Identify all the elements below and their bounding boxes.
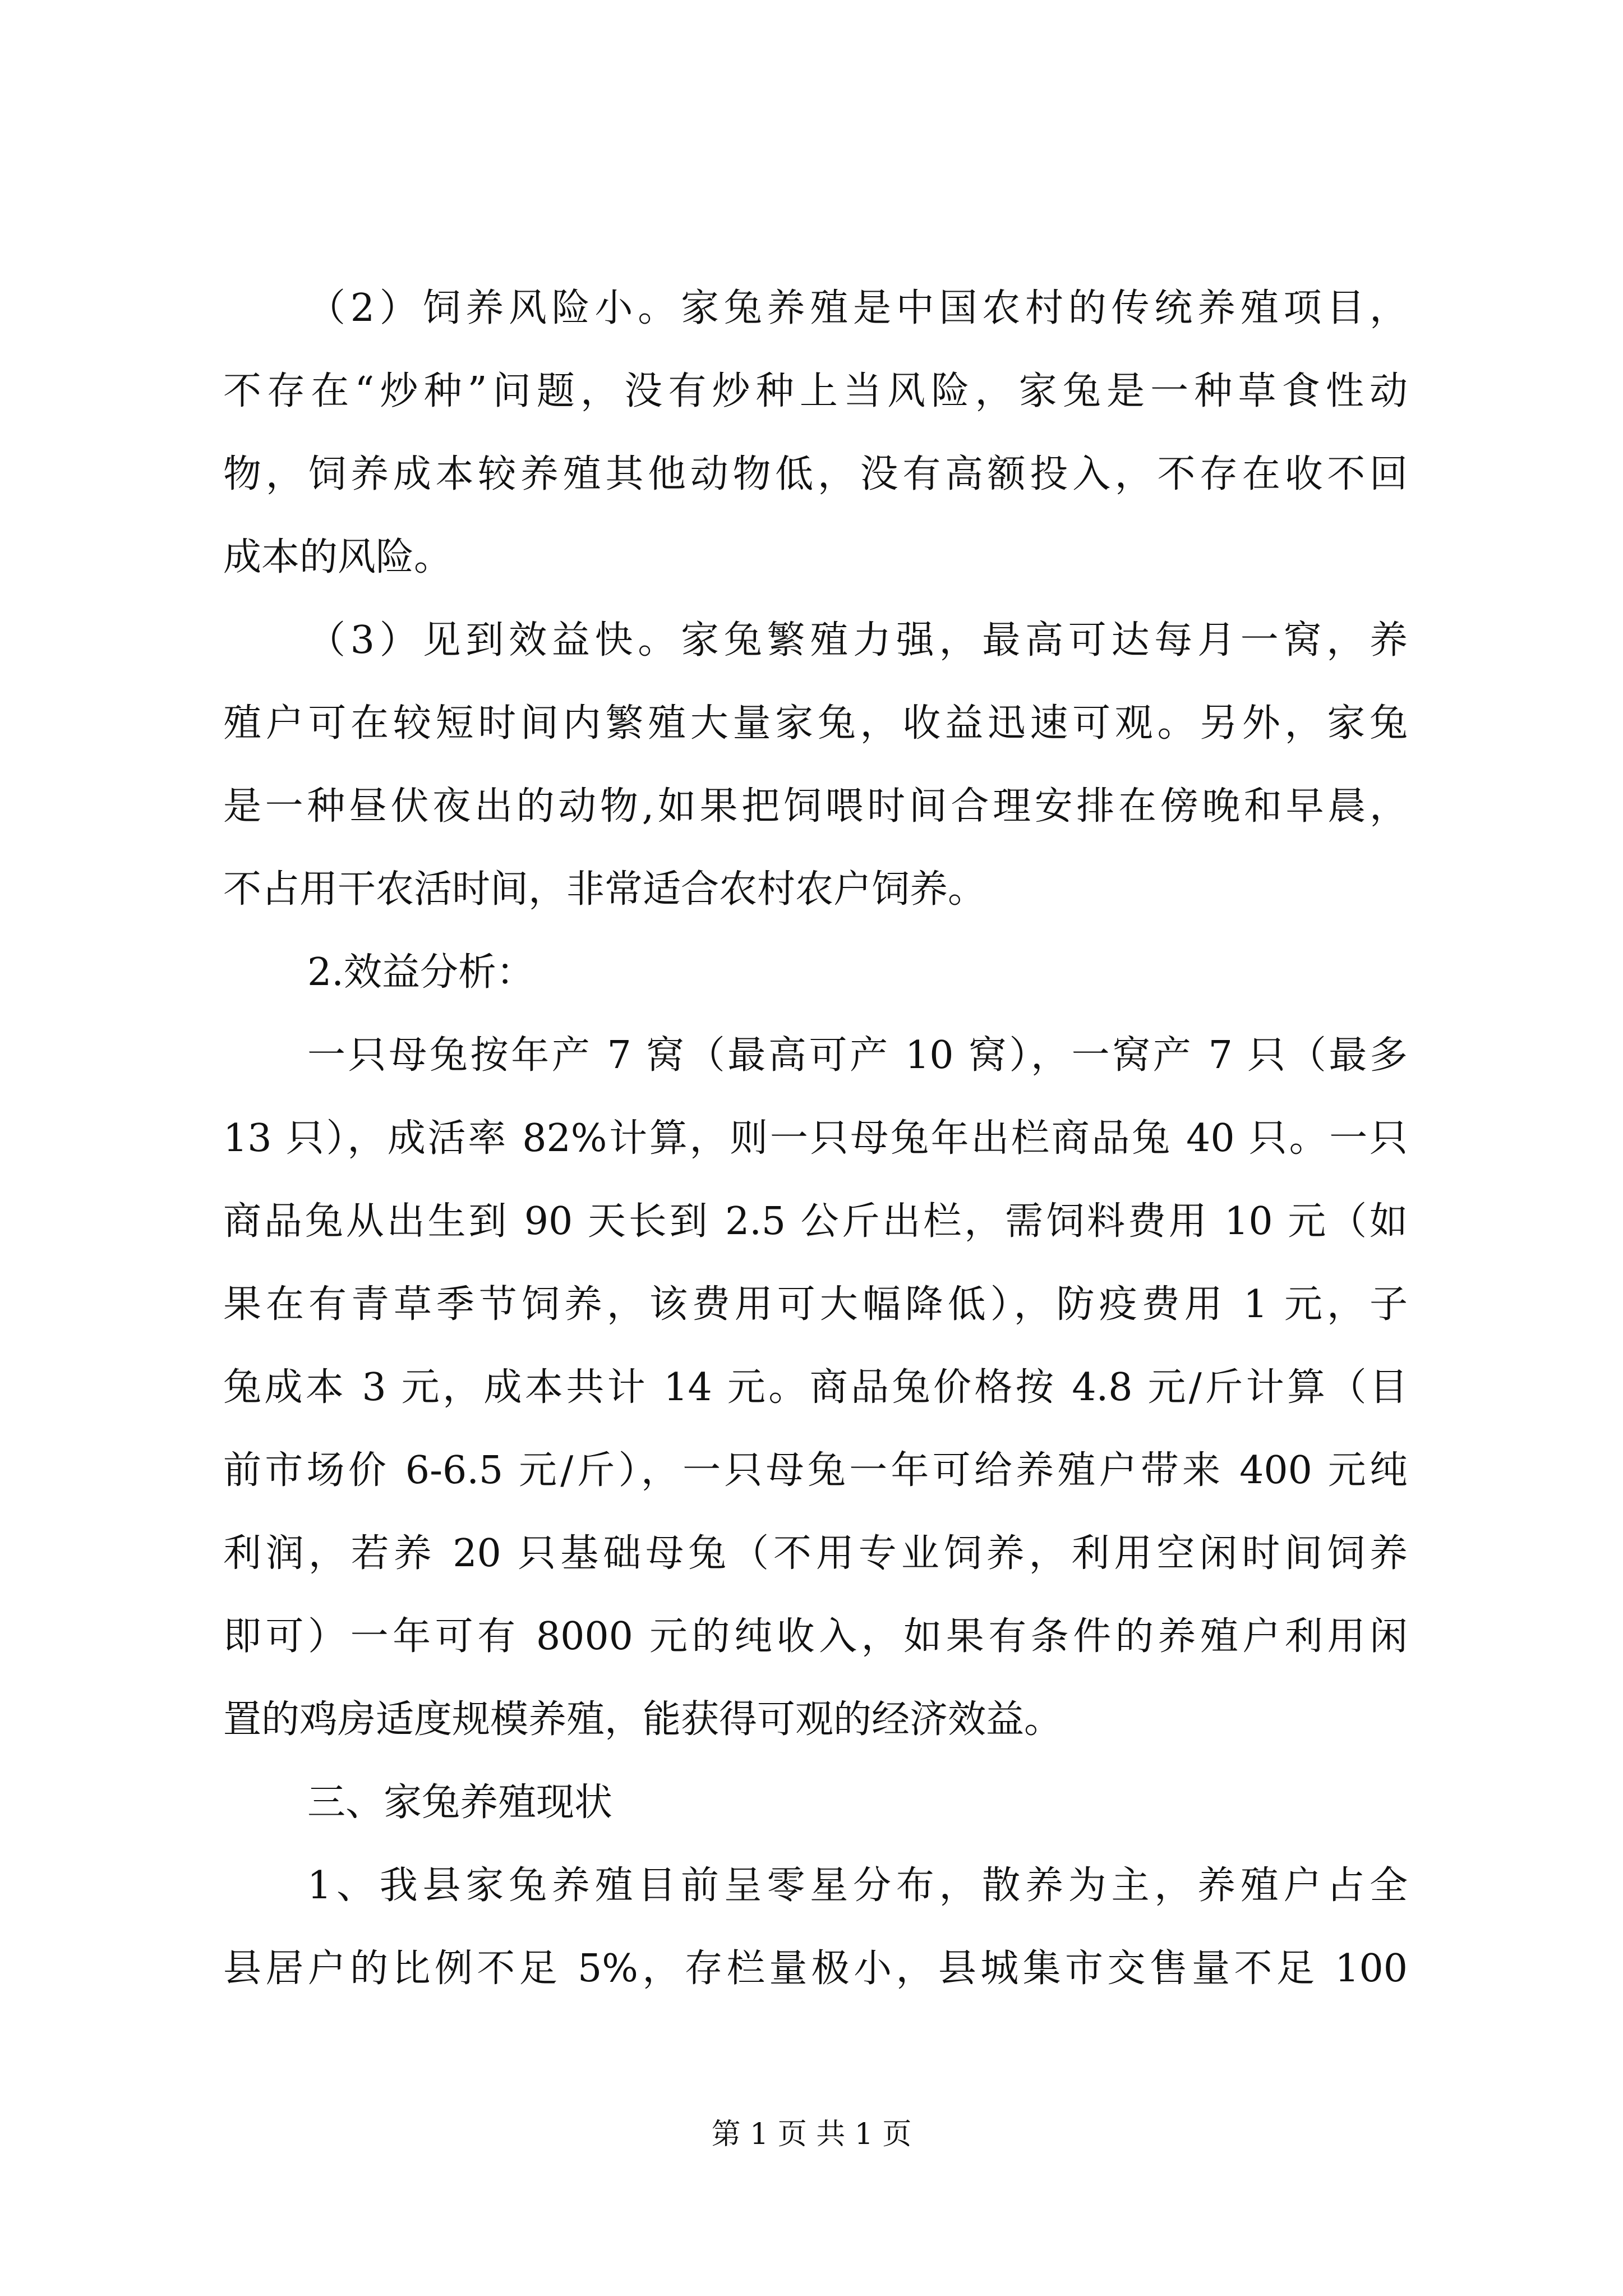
paragraph-line: 商品兔从出生到 90 天长到 2.5 公斤出栏，需饲料费用 10 元（如 — [223, 1199, 1408, 1244]
paragraph-line: 不占用干农活时间，非常适合农村农户饲养。 — [223, 867, 986, 912]
paragraph-line: 物，饲养成本较养殖其他动物低，没有高额投入，不存在收不回 — [223, 452, 1408, 496]
paragraph-line: （2）饲养风险小。家兔养殖是中国农村的传统养殖项目， — [307, 286, 1408, 330]
paragraph-line: 置的鸡房适度规模养殖，能获得可观的经济效益。 — [223, 1697, 1063, 1742]
section-heading: 2.效益分析： — [307, 950, 534, 995]
paragraph-line: 前市场价 6-6.5 元/斤），一只母兔一年可给养殖户带来 400 元纯 — [223, 1448, 1408, 1493]
paragraph-line: 一只母兔按年产 7 窝（最高可产 10 窝），一窝产 7 只（最多 — [307, 1033, 1408, 1078]
paragraph-line: 是一种昼伏夜出的动物,如果把饲喂时间合理安排在傍晚和早晨， — [223, 784, 1408, 829]
paragraph-line: 成本的风险。 — [223, 535, 453, 579]
paragraph-line: 13 只），成活率 82%计算，则一只母兔年出栏商品兔 40 只。一只 — [223, 1116, 1408, 1161]
paragraph-line: 1、我县家兔养殖目前呈零星分布，散养为主，养殖户占全 — [307, 1864, 1408, 1908]
paragraph-line: 不存在“炒种”问题，没有炒种上当风险，家兔是一种草食性动 — [223, 369, 1408, 413]
section-heading: 三、家兔养殖现状 — [307, 1780, 613, 1825]
page-footer: 第 1 页 共 1 页 — [711, 2118, 912, 2151]
paragraph-line: （3）见到效益快。家兔繁殖力强，最高可达每月一窝，养 — [307, 618, 1408, 662]
paragraph-line: 即可）一年可有 8000 元的纯收入，如果有条件的养殖户利用闲 — [223, 1614, 1408, 1659]
paragraph-line: 利润，若养 20 只基础母兔（不用专业饲养，利用空闲时间饲养 — [223, 1531, 1408, 1576]
paragraph-line: 果在有青草季节饲养，该费用可大幅降低），防疫费用 1 元，子 — [223, 1282, 1408, 1327]
paragraph-line: 兔成本 3 元，成本共计 14 元。商品兔价格按 4.8 元/斤计算（目 — [223, 1365, 1408, 1410]
paragraph-line: 殖户可在较短时间内繁殖大量家兔，收益迅速可观。另外，家兔 — [223, 701, 1408, 746]
paragraph-line: 县居户的比例不足 5%，存栏量极小，县城集市交售量不足 100 — [223, 1947, 1408, 1991]
